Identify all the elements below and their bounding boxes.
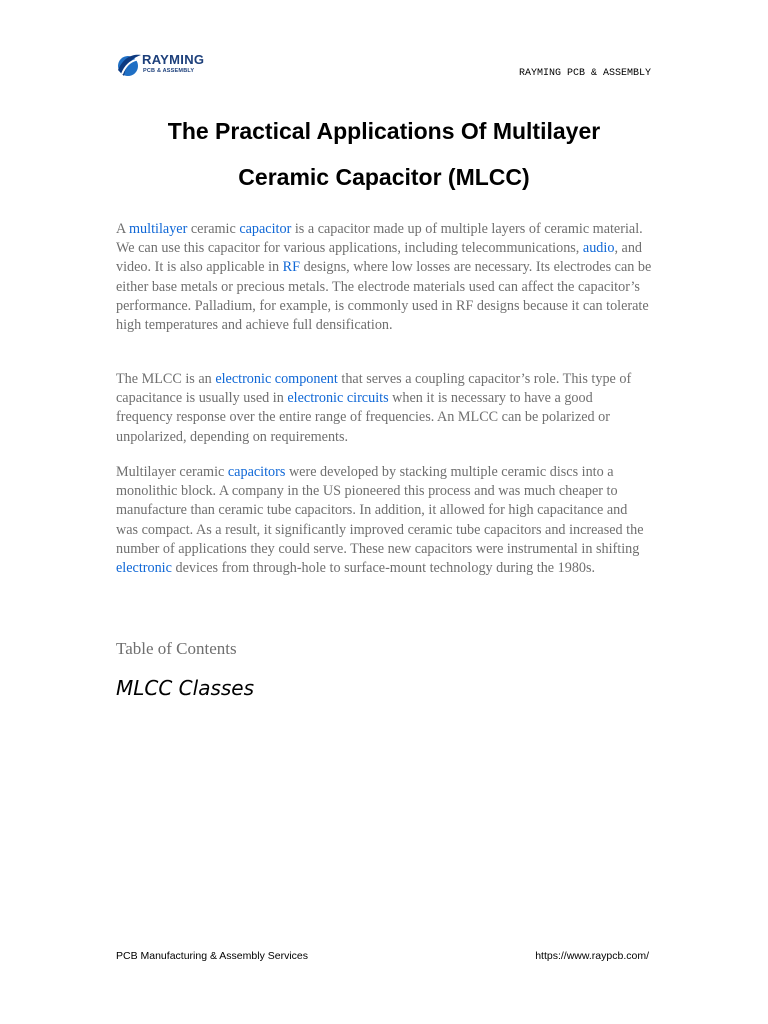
- inline-link[interactable]: audio: [582, 240, 615, 257]
- swoosh-logo-icon: [116, 50, 142, 80]
- mlcc-role-paragraph: [116, 370, 652, 447]
- paragraph-text: is a capacitor made up of multiple layers of ceramic material. We can use this capacitor for various applications, including telecommunications,: [116, 221, 643, 257]
- paragraph-text: designs, where low losses are necessary. Its electrodes can be either base metals or precious metals. The electrode materials used can affect the capacitor’s performance. Palladium, for example, is commonly used in RF designs because it can tolerate high temperatures and achieve full densification.: [116, 259, 652, 334]
- paragraph-text: A: [116, 221, 130, 237]
- inline-link[interactable]: multilayer: [129, 221, 188, 237]
- paragraph-text: that serves a coupling capacitor’s role. This type of capacitance is usually used in: [116, 371, 632, 407]
- inline-link[interactable]: capacitor: [239, 221, 292, 237]
- document-title: [100, 108, 668, 200]
- inline-link[interactable]: capacitors: [227, 464, 286, 480]
- inline-link[interactable]: electronic circuits: [287, 390, 389, 407]
- title-line-2: Ceramic Capacitor (MLCC): [238, 164, 530, 190]
- paragraph-text: devices from through-hole to surface-mount technology during the 1980s.: [171, 560, 596, 577]
- title-line-1: The Practical Applications Of Multilayer: [167, 118, 601, 144]
- footer-services: PCB Manufacturing & Assembly Services: [116, 950, 308, 962]
- header-company-name: RAYMING PCB & ASSEMBLY: [518, 68, 651, 79]
- paragraph-text: , and video. It is also applicable in: [116, 240, 643, 276]
- table-of-contents-link[interactable]: Table of Contents: [116, 639, 237, 658]
- intro-paragraph: [116, 220, 652, 335]
- logo-subtitle: PCB & ASSEMBLY: [143, 68, 195, 74]
- inline-link[interactable]: electronic: [116, 560, 172, 577]
- rayming-logo[interactable]: [116, 50, 226, 82]
- inline-link[interactable]: electronic component: [215, 371, 338, 387]
- paragraph-text: The MLCC is an: [116, 371, 216, 387]
- inline-link[interactable]: RF: [282, 259, 301, 276]
- paragraph-text: were developed by stacking multiple ceramic discs into a monolithic block. A company in the US pioneered this process and was much cheaper to manufacture than ceramic tube capacitors. In addition, it allowed for high capacitance and was compact. As a result, it significantly improved ceramic tube capacitors and increased the number of applications they could serve. These new capacitors were instrumental in shifting: [116, 464, 644, 557]
- section-heading: MLCC Classes: [116, 676, 255, 700]
- paragraph-text: Multilayer ceramic: [116, 464, 228, 480]
- paragraph-text: ceramic: [187, 221, 240, 237]
- footer-url-link[interactable]: https://www.raypcb.com/: [535, 950, 649, 962]
- logo-name: RAYMING: [142, 52, 205, 67]
- history-paragraph: [116, 463, 652, 578]
- paragraph-text: when it is necessary to have a good frequency response over the entire range of frequencies. An MLCC can be polarized or unpolarized, depending on requirements.: [116, 390, 610, 445]
